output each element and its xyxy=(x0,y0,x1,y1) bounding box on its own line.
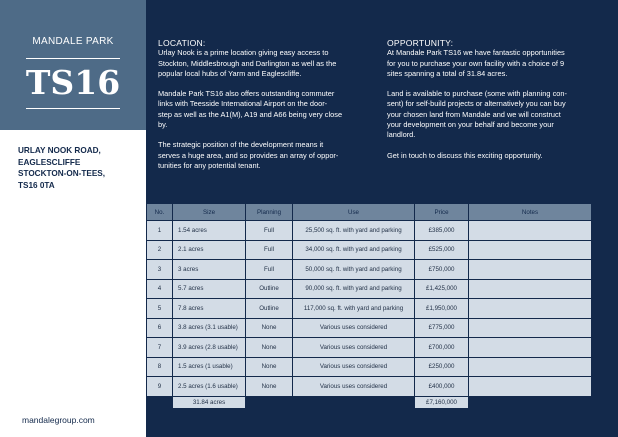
address-line: URLAY NOOK ROAD, xyxy=(18,146,101,155)
cell-price: £775,000 xyxy=(415,318,469,338)
opportunity-paragraph xyxy=(387,89,593,140)
header-price: Price xyxy=(415,204,469,221)
opportunity-section xyxy=(387,38,593,171)
header-planning: Planning xyxy=(246,204,293,221)
text-line: At Mandale Park TS16 we have fantastic opportunities xyxy=(387,48,565,58)
text-line: step as well as the A1(M), A19 and A66 being very close xyxy=(158,109,343,119)
text-line: popular local hubs of Yarm and Eaglescliffe. xyxy=(158,68,302,78)
cell-planning: Outline xyxy=(246,279,293,299)
cell-no: 7 xyxy=(147,338,173,358)
table-row xyxy=(147,279,592,299)
brand-block xyxy=(0,0,146,130)
cell-price: £750,000 xyxy=(415,260,469,280)
header-notes: Notes xyxy=(469,204,592,221)
cell-size: 2.5 acres (1.6 usable) xyxy=(173,377,246,397)
blank-cell xyxy=(246,396,293,408)
cell-use: 25,500 sq. ft. with yard and parking xyxy=(293,221,415,241)
cell-use: Various uses considered xyxy=(293,357,415,377)
cell-no: 8 xyxy=(147,357,173,377)
table-row xyxy=(147,377,592,397)
cell-price: £700,000 xyxy=(415,338,469,358)
cell-no: 3 xyxy=(147,260,173,280)
text-line: sites spanning a total of 31.84 acres. xyxy=(387,68,508,78)
cell-no: 1 xyxy=(147,221,173,241)
location-paragraph xyxy=(158,48,368,79)
divider xyxy=(26,108,120,109)
table-row xyxy=(147,338,592,358)
text-line: your development on your behalf and become your xyxy=(387,120,554,130)
opportunity-paragraph xyxy=(387,48,593,79)
blank-cell xyxy=(147,396,173,408)
text-line: your chosen land from Mandale and we will construct xyxy=(387,109,561,119)
cell-notes xyxy=(469,279,592,299)
cell-use: Various uses considered xyxy=(293,377,415,397)
cell-planning: None xyxy=(246,318,293,338)
cell-notes xyxy=(469,357,592,377)
cell-price: £1,950,000 xyxy=(415,299,469,319)
text-line: for you to purchase your own facility with a choice of 9 xyxy=(387,58,565,68)
cell-size: 7.8 acres xyxy=(173,299,246,319)
cell-price: £250,000 xyxy=(415,357,469,377)
cell-use: 34,000 sq. ft. with yard and parking xyxy=(293,240,415,260)
cell-no: 9 xyxy=(147,377,173,397)
location-heading: LOCATION: xyxy=(158,38,206,48)
cell-use: 90,000 sq. ft. with yard and parking xyxy=(293,279,415,299)
cell-planning: None xyxy=(246,338,293,358)
cell-notes xyxy=(469,377,592,397)
address-line: TS16 0TA xyxy=(18,180,55,190)
header-size: Size xyxy=(173,204,246,221)
cell-size: 3.8 acres (3.1 usable) xyxy=(173,318,246,338)
text-line: tunities for any potential tenant. xyxy=(158,160,261,170)
text-line: Get in touch to discuss this exciting opportunity. xyxy=(387,150,543,160)
table-total-row xyxy=(147,396,592,408)
opportunity-heading: OPPORTUNITY: xyxy=(387,38,454,48)
table-header-row xyxy=(147,204,592,221)
table-row xyxy=(147,299,592,319)
total-price: £7,160,000 xyxy=(415,396,469,408)
cell-notes xyxy=(469,240,592,260)
cell-notes xyxy=(469,318,592,338)
text-line: Urlay Nook is a prime location giving easy access to xyxy=(158,48,329,58)
cell-notes xyxy=(469,221,592,241)
cell-size: 3 acres xyxy=(173,260,246,280)
cell-planning: None xyxy=(246,357,293,377)
address-line: EAGLESCLIFFE xyxy=(18,157,81,167)
cell-size: 2.1 acres xyxy=(173,240,246,260)
table-row xyxy=(147,318,592,338)
postcode-title: TS16 xyxy=(25,63,121,102)
cell-no: 5 xyxy=(147,299,173,319)
cell-size: 5.7 acres xyxy=(173,279,246,299)
cell-price: £525,000 xyxy=(415,240,469,260)
cell-use: 50,000 sq. ft. with yard and parking xyxy=(293,260,415,280)
header-use: Use xyxy=(293,204,415,221)
cell-use: Various uses considered xyxy=(293,338,415,358)
website-link[interactable]: mandalegroup.com xyxy=(22,415,95,425)
site-address xyxy=(18,145,138,191)
cell-no: 2 xyxy=(147,240,173,260)
text-line: by. xyxy=(158,120,168,130)
cell-notes xyxy=(469,338,592,358)
cell-notes xyxy=(469,299,592,319)
address-line: STOCKTON-ON-TEES, xyxy=(18,169,106,178)
text-line: The strategic position of the development means it xyxy=(158,140,324,150)
cell-planning: Full xyxy=(246,240,293,260)
cell-price: £1,425,000 xyxy=(415,279,469,299)
cell-no: 6 xyxy=(147,318,173,338)
table-row xyxy=(147,221,592,241)
cell-price: £385,000 xyxy=(415,221,469,241)
cell-size: 1.5 acres (1 usable) xyxy=(173,357,246,377)
table-row xyxy=(147,260,592,280)
cell-use: Various uses considered xyxy=(293,318,415,338)
divider xyxy=(26,58,120,59)
left-panel xyxy=(0,0,146,437)
location-paragraph xyxy=(158,140,368,171)
table-row xyxy=(147,357,592,377)
blank-cell xyxy=(469,396,592,408)
table-row xyxy=(147,240,592,260)
text-line: landlord. xyxy=(387,130,416,140)
header-no: No. xyxy=(147,204,173,221)
text-line: Land is available to purchase (some with planning con- xyxy=(387,89,567,99)
text-line: Mandale Park TS16 also offers outstanding commuter xyxy=(158,89,335,99)
location-paragraph xyxy=(158,89,368,130)
sites-table xyxy=(146,203,592,409)
cell-price: £400,000 xyxy=(415,377,469,397)
cell-notes xyxy=(469,260,592,280)
cell-use: 117,000 sq. ft. with yard and parking xyxy=(293,299,415,319)
text-line: serves a huge area, and so provides an array of oppor- xyxy=(158,150,339,160)
text-line: sent) for self-build projects or alternatively you can buy xyxy=(387,99,566,109)
location-section xyxy=(158,38,368,181)
cell-size: 3.9 acres (2.8 usable) xyxy=(173,338,246,358)
cell-planning: Full xyxy=(246,221,293,241)
total-size: 31.84 acres xyxy=(173,396,246,408)
text-line: links with Teesside International Airport on the door- xyxy=(158,99,328,109)
text-line: Stockton, Middlesbrough and Darlington as well as the xyxy=(158,58,337,68)
opportunity-paragraph xyxy=(387,151,593,161)
cell-planning: Outline xyxy=(246,299,293,319)
cell-size: 1.54 acres xyxy=(173,221,246,241)
blank-cell xyxy=(293,396,415,408)
cell-no: 4 xyxy=(147,279,173,299)
cell-planning: Full xyxy=(246,260,293,280)
park-name: MANDALE PARK xyxy=(32,36,114,47)
cell-planning: None xyxy=(246,377,293,397)
